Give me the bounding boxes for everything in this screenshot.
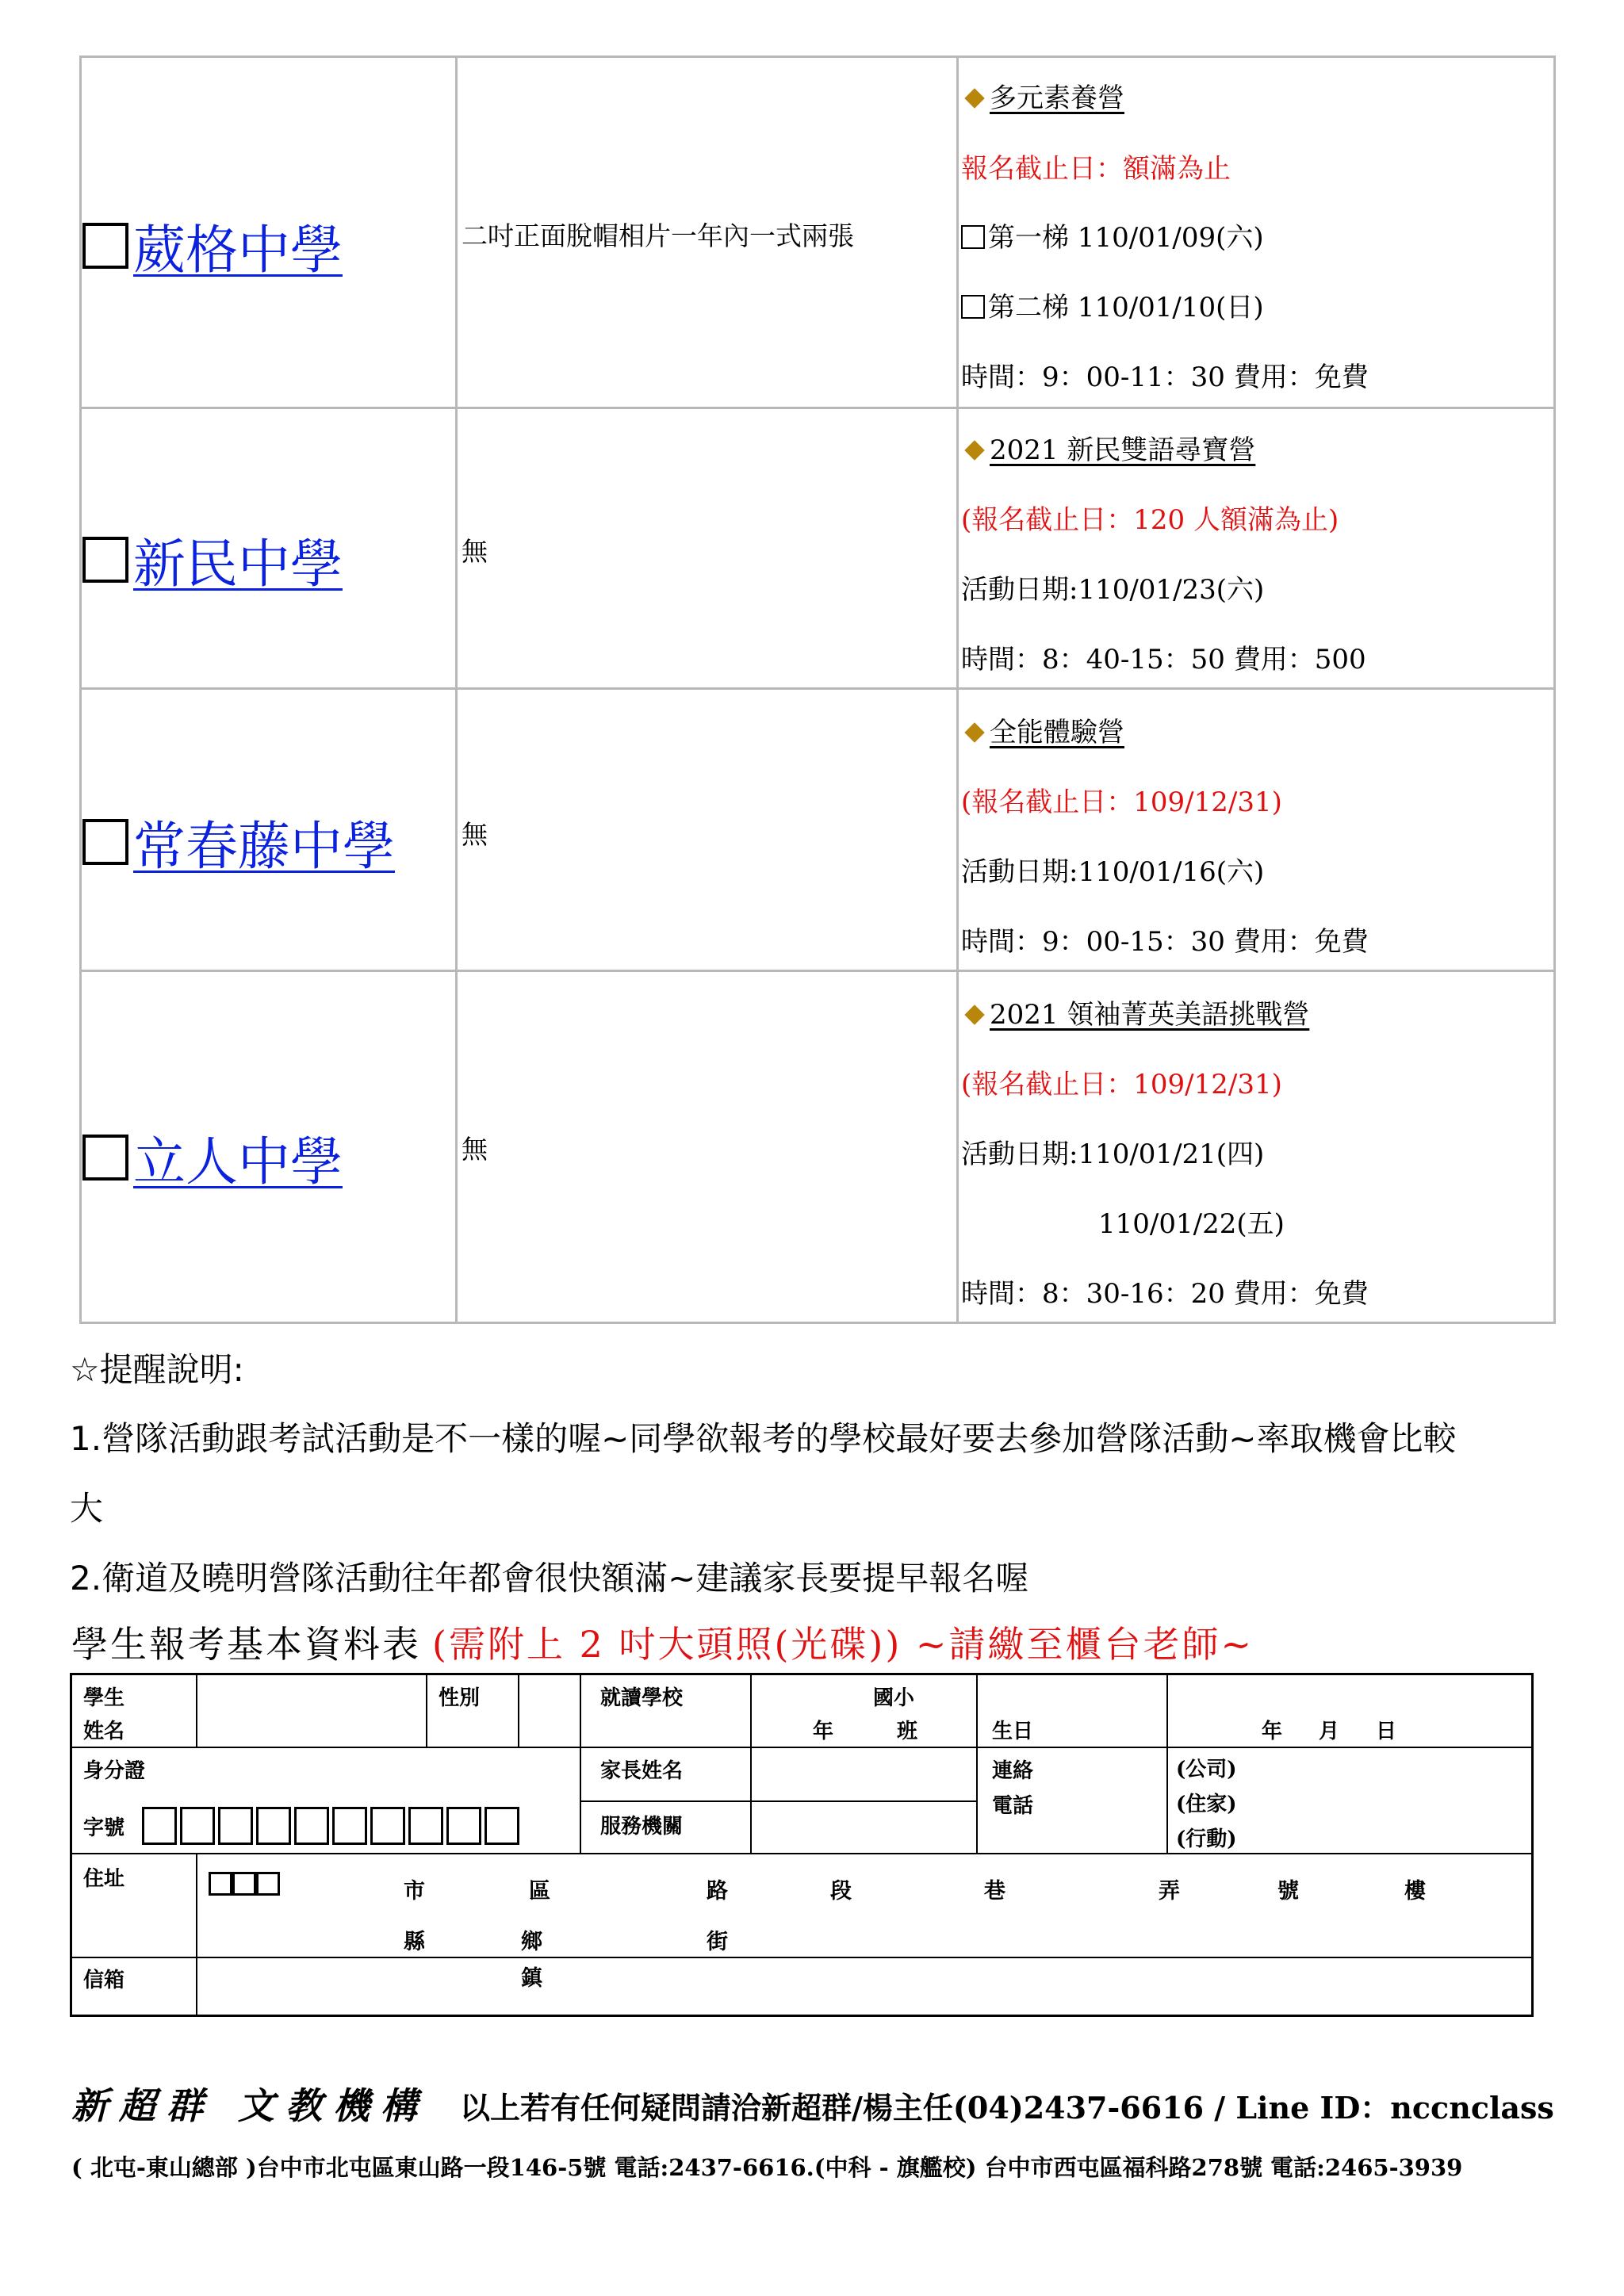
addr-floor: 樓: [1404, 1879, 1426, 1904]
form-divider: [1166, 1675, 1168, 1853]
camp-date: 活動日期:110/01/23(六): [961, 574, 1265, 606]
diamond-icon: [964, 440, 984, 460]
class-label: 班: [897, 1720, 918, 1743]
camp-deadline: (報名截止日：120 人額滿為止): [961, 504, 1339, 536]
table-border: [79, 55, 1556, 58]
form-title: 學生報考基本資料表 (需附上 2 吋大頭照(光碟)) ~請繳至櫃台老師~: [71, 1623, 1254, 1666]
org-name: 新超群 文教機構: [71, 2084, 429, 2127]
row-divider: [79, 407, 1556, 409]
school-link[interactable]: 立人中學: [133, 1131, 343, 1192]
camp-time-fee: 時間：8：30-16：20 費用：免費: [961, 1278, 1369, 1310]
school-row-3[interactable]: [82, 804, 395, 879]
form-divider: [580, 1675, 581, 1853]
camp-title: 2021 領袖菁英美語挑戰營: [961, 993, 1309, 1031]
camp-date-2: 110/01/22(五): [1098, 1208, 1285, 1240]
email-field[interactable]: [199, 1959, 1528, 2013]
addr-district: 區: [529, 1879, 550, 1904]
id-digit-box[interactable]: [294, 1807, 329, 1845]
employer-label: 服務機關: [600, 1815, 684, 1839]
school-checkbox[interactable]: [82, 223, 128, 269]
id-digit-box[interactable]: [485, 1807, 519, 1845]
requirement-text: 無: [462, 1134, 488, 1165]
form-divider: [72, 1853, 1531, 1854]
reminder-line: 2.衛道及曉明營隊活動往年都會很快額滿~建議家長要提早報名喔: [70, 1559, 1029, 1598]
camp-deadline: (報名截止日：109/12/31): [961, 1069, 1282, 1100]
row-divider: [79, 687, 1556, 690]
addr-street: 街: [707, 1930, 728, 1954]
table-border: [79, 1322, 1556, 1324]
id-digit-box[interactable]: [446, 1807, 481, 1845]
requirement-text: 無: [462, 536, 488, 567]
contact-info: 以上若有任何疑問請洽新超群/楊主任(04)2437-6616 / Line ID：nccnclass: [460, 2090, 1554, 2126]
student-name-label: 學生: [83, 1686, 125, 1710]
zip-box[interactable]: [209, 1872, 232, 1896]
school-checkbox[interactable]: [82, 537, 128, 583]
addr-county: 縣: [404, 1930, 425, 1954]
form-divider: [580, 1800, 976, 1802]
addr-number: 號: [1277, 1879, 1299, 1904]
session-option[interactable]: 第一梯 110/01/09(六): [961, 216, 1264, 254]
school-checkbox[interactable]: [82, 819, 128, 865]
form-divider: [72, 1957, 1531, 1958]
school-checkbox[interactable]: [82, 1135, 128, 1181]
table-border: [1553, 55, 1556, 1324]
camp-title: 2021 新民雙語尋寶營: [961, 428, 1255, 467]
form-divider: [426, 1675, 427, 1747]
diamond-icon: [964, 722, 984, 742]
school-link[interactable]: 常春藤中學: [133, 816, 395, 877]
birthday-label: 生日: [992, 1720, 1034, 1743]
reminder-line: 1.營隊活動跟考試活動是不一樣的喔~同學欲報考的學校最好要去參加營隊活動~率取機會比較: [70, 1419, 1457, 1458]
form-divider: [72, 1747, 1531, 1748]
camp-title: 全能體驗營: [961, 710, 1124, 749]
id-digit-box[interactable]: [142, 1807, 177, 1845]
reminder-line: 大: [70, 1489, 104, 1528]
zip-box[interactable]: [232, 1872, 256, 1896]
home-phone-label: (住家): [1176, 1793, 1237, 1816]
requirement-text: 無: [462, 819, 488, 850]
addr-town: 鎮: [521, 1966, 542, 1991]
id-digit-box[interactable]: [408, 1807, 443, 1845]
addr-alley: 弄: [1159, 1879, 1180, 1904]
camp-date: 活動日期:110/01/16(六): [961, 856, 1265, 888]
school-row-1[interactable]: [82, 208, 343, 283]
phone-label: 電話: [992, 1794, 1034, 1818]
id-label: 身分證: [83, 1759, 146, 1783]
form-divider: [750, 1675, 752, 1853]
addr-section: 段: [830, 1879, 852, 1904]
footer-contact-line: [71, 2077, 1554, 2130]
camp-deadline: (報名截止日：109/12/31): [961, 786, 1282, 818]
camp-date: 活動日期:110/01/21(四): [961, 1138, 1265, 1170]
year-label: 年: [813, 1720, 834, 1743]
form-divider: [196, 1853, 197, 2015]
bd-year-label: 年: [1262, 1720, 1283, 1743]
camp-title: 多元素養營: [961, 76, 1124, 115]
row-divider: [79, 970, 1556, 972]
form-divider: [518, 1675, 519, 1747]
session-checkbox[interactable]: [961, 295, 985, 319]
gender-label: 性別: [439, 1686, 481, 1710]
zip-box[interactable]: [256, 1872, 280, 1896]
school-row-4[interactable]: [82, 1119, 343, 1195]
id-digit-box[interactable]: [256, 1807, 291, 1845]
bd-day-label: 日: [1376, 1720, 1397, 1743]
school-link[interactable]: 葳格中學: [133, 220, 343, 281]
branch-addresses: ( 北屯-東山總部 )台中市北屯區東山路一段146-5號 電話:2437-6616.(中科 - 旗艦校) 台中市西屯區福科路278號 電話:2465-3939: [71, 2154, 1463, 2181]
phone-label: 連絡: [992, 1759, 1034, 1783]
mobile-phone-label: (行動): [1176, 1827, 1237, 1851]
requirement-text: 二吋正面脫帽相片一年內一式兩張: [462, 220, 854, 251]
school-row-2[interactable]: [82, 522, 343, 597]
table-border: [79, 55, 82, 1324]
student-info-form: [70, 1673, 1534, 2017]
camp-table: [79, 55, 1556, 1324]
camp-time-fee: 時間：9：00-15：30 費用：免費: [961, 926, 1369, 958]
form-divider: [196, 1675, 197, 1747]
email-label: 信箱: [83, 1969, 125, 1992]
session-checkbox[interactable]: [961, 225, 985, 249]
session-option[interactable]: 第二梯 110/01/10(日): [961, 285, 1264, 324]
id-digit-box[interactable]: [218, 1807, 253, 1845]
id-digit-box[interactable]: [180, 1807, 215, 1845]
school-link[interactable]: 新民中學: [133, 534, 343, 595]
bd-month-label: 月: [1319, 1720, 1340, 1743]
reminder-heading: ☆提醒說明:: [70, 1350, 244, 1389]
diamond-icon: [964, 1004, 984, 1024]
camp-time-fee: 時間：9：00-11：30 費用：免費: [961, 362, 1369, 393]
elementary-label: 國小: [873, 1686, 915, 1710]
id-label: 字號: [83, 1816, 125, 1840]
student-name-label: 姓名: [83, 1720, 125, 1743]
form-divider: [976, 1675, 978, 1853]
address-label: 住址: [83, 1867, 125, 1891]
addr-township: 鄉: [521, 1930, 542, 1954]
camp-deadline: 報名截止日：額滿為止: [961, 153, 1231, 185]
camp-time-fee: 時間：8：40-15：50 費用：500: [961, 644, 1366, 675]
addr-city: 市: [404, 1879, 425, 1904]
column-divider: [956, 55, 959, 1324]
parent-name-label: 家長姓名: [600, 1759, 684, 1783]
diamond-icon: [964, 88, 984, 108]
id-digit-box[interactable]: [332, 1807, 367, 1845]
company-phone-label: (公司): [1176, 1758, 1237, 1781]
school-label: 就讀學校: [600, 1686, 684, 1710]
addr-lane: 巷: [984, 1879, 1005, 1904]
column-divider: [455, 55, 458, 1324]
id-digit-box[interactable]: [370, 1807, 405, 1845]
addr-road: 路: [707, 1879, 728, 1904]
